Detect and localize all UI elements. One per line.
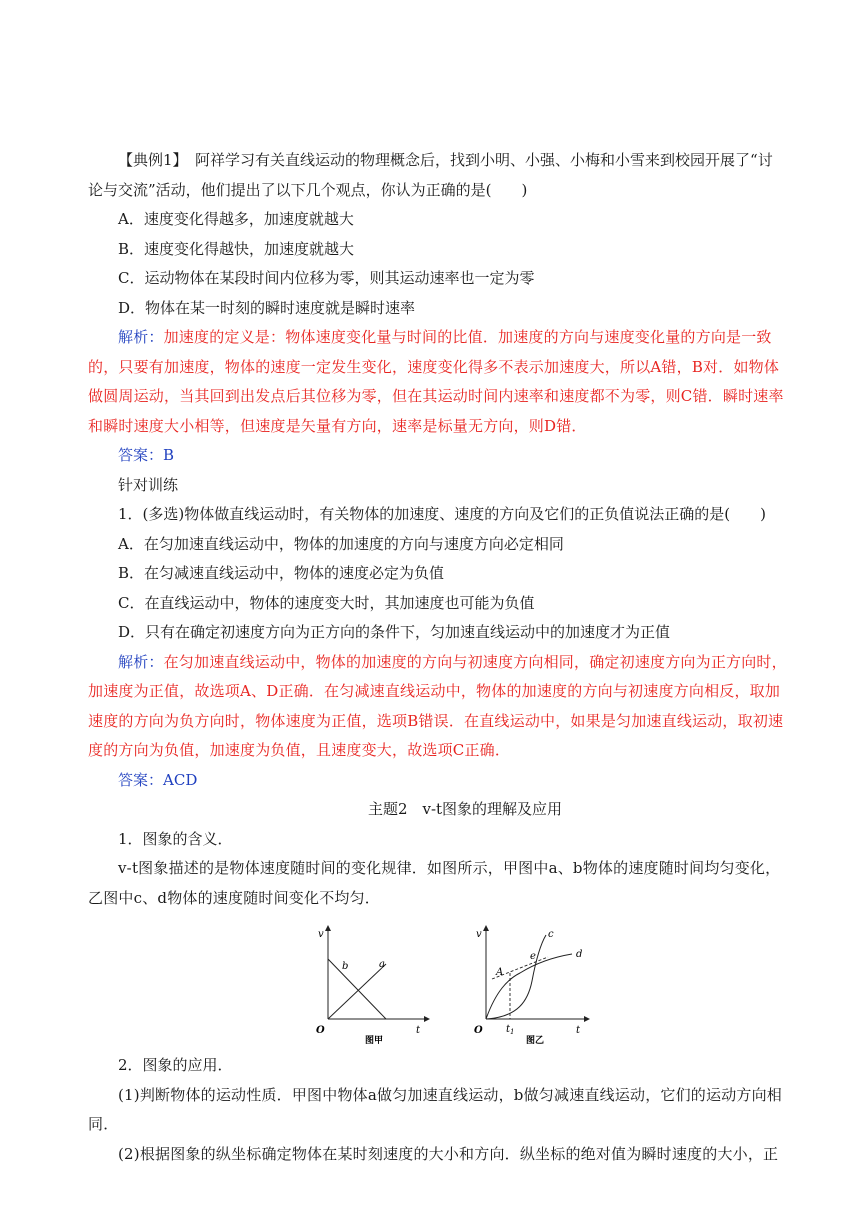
example1-option-d: D．物体在某一时刻的瞬时速度就是瞬时速率 xyxy=(118,298,416,317)
fig-a-label-b: b xyxy=(342,961,349,972)
fig-b-label-d: d xyxy=(576,949,583,960)
fig-a-t-label: t xyxy=(416,1025,421,1036)
fig-b-curve-c xyxy=(486,935,546,1019)
fig-a-line-a xyxy=(328,964,386,1019)
fig-a-origin: O xyxy=(316,1025,325,1036)
topic2-item2: (2)根据图象的纵坐标确定物体在某时刻速度的大小和方向．纵坐标的绝对值为瞬时速度的大小，正 xyxy=(118,1144,779,1163)
fig-b-y-arrow xyxy=(483,925,489,931)
figure-a-vt-graph xyxy=(310,921,430,1045)
fig-a-v-label: v xyxy=(318,929,324,940)
analysis-label: 解析： xyxy=(118,328,164,346)
fig-a-caption: 图甲 xyxy=(365,1036,384,1045)
fig-b-t-label: t xyxy=(576,1025,581,1036)
topic2-point1-text: v-t图象描述的是物体速度随时间的变化规律．如图所示，甲图中a、b物体的速度随时间均匀变化，乙图中c、d物体的速度随时间变化不均匀． xyxy=(88,859,781,907)
training-heading: 针对训练 xyxy=(118,475,179,494)
topic2-item1: (1)判断物体的运动性质．甲图中物体a做匀加速直线运动，b做匀减速直线运动，它们的运动方向相同． xyxy=(88,1085,782,1133)
training-option-d: D．只有在确定初速度方向为正方向的条件下，匀加速直线运动中的加速度才为正值 xyxy=(118,623,671,641)
training-answer: 答案：ACD xyxy=(118,770,198,789)
training-analysis: 解析：在匀加速直线运动中，物体的加速度的方向与初速度方向相同，确定初速度方向为正方向时，加速度为正值，故选项A、D正确．在匀减速直线运动中，物体的加速度的方向与初速度方向相反，取加速度的方向为负方向时，物体速度为正值，选项B错误．在直线运动中，如果是匀加速直线运动，取初速度的方向为负值，加速度为负值，且速度变大，故选项C正确． xyxy=(88,652,787,759)
example1-option-a: A．速度变化得越多，加速度就越大 xyxy=(118,210,354,228)
fig-b-v-label: v xyxy=(476,929,482,940)
fig-a-x-arrow xyxy=(424,1016,430,1022)
example1-analysis: 解析：加速度的定义是：物体速度变化量与时间的比值．加速度的方向与速度变化量的方向是一致的，只要有加速度，物体的速度一定发生变化，速度变化得多不表示加速度大，所以A错，B对．如物体做圆周运动，当其回到出发点后其位移为零，但在其运动时间内速率和速度都不为零，则C错．瞬时速率和瞬时速度大小相等，但速度是矢量有方向，速率是标量无方向，则D错． xyxy=(88,328,784,435)
answer-label: 答案： xyxy=(118,770,164,789)
fig-b-label-c: c xyxy=(548,929,554,940)
analysis-label: 解析： xyxy=(118,652,164,671)
fig-b-label-t1: $t_1$ xyxy=(506,1024,515,1036)
figures-row xyxy=(88,921,792,1045)
example1-tag: 【典例1】 xyxy=(118,151,181,169)
fig-a-line-b xyxy=(328,959,386,1019)
answer-label: 答案： xyxy=(118,446,164,464)
training-option-b: B．在匀减速直线运动中，物体的速度必定为负值 xyxy=(118,564,445,582)
document-content xyxy=(88,146,792,1169)
fig-b-curve-d xyxy=(486,954,572,1019)
figure-b-vt-graph xyxy=(468,921,592,1045)
topic2-point1: 1．图象的含义． xyxy=(118,829,233,848)
training-question: 1．(多选)物体做直线运动时，有关物体的加速度、速度的方向及它们的正负值说法正确的是( ) xyxy=(118,505,766,523)
fig-b-caption: 图乙 xyxy=(526,1036,545,1045)
example1-question-line2: 论与交流”活动，他们提出了以下几个观点，你认为正确的是( ) xyxy=(88,180,528,199)
training-option-a: A．在匀加速直线运动中，物体的加速度的方向与速度方向必定相同 xyxy=(118,534,564,553)
example1-option-b: B．速度变化得越快，加速度就越大 xyxy=(118,239,355,258)
example1-question-line1: 【典例1】 阿祥学习有关直线运动的物理概念后，找到小明、小强、小梅和小雪来到校园开展了“讨 xyxy=(118,151,773,169)
fig-b-label-e: e xyxy=(530,951,536,962)
fig-b-label-A: A xyxy=(496,967,504,978)
fig-a-label-a: a xyxy=(379,959,385,970)
topic2-title: 主题2 v-t图象的理解及应用 xyxy=(367,800,563,818)
example1-answer: 答案：B xyxy=(118,446,175,464)
fig-b-origin: O xyxy=(474,1025,483,1036)
fig-a-y-arrow xyxy=(325,925,331,931)
fig-b-x-arrow xyxy=(584,1016,590,1022)
topic2-point2: 2．图象的应用． xyxy=(118,1056,233,1074)
example1-option-c: C．运动物体在某段时间内位移为零，则其运动速率也一定为零 xyxy=(118,269,535,287)
training-option-c: C．在直线运动中，物体的速度变大时，其加速度也可能为负值 xyxy=(118,593,535,612)
